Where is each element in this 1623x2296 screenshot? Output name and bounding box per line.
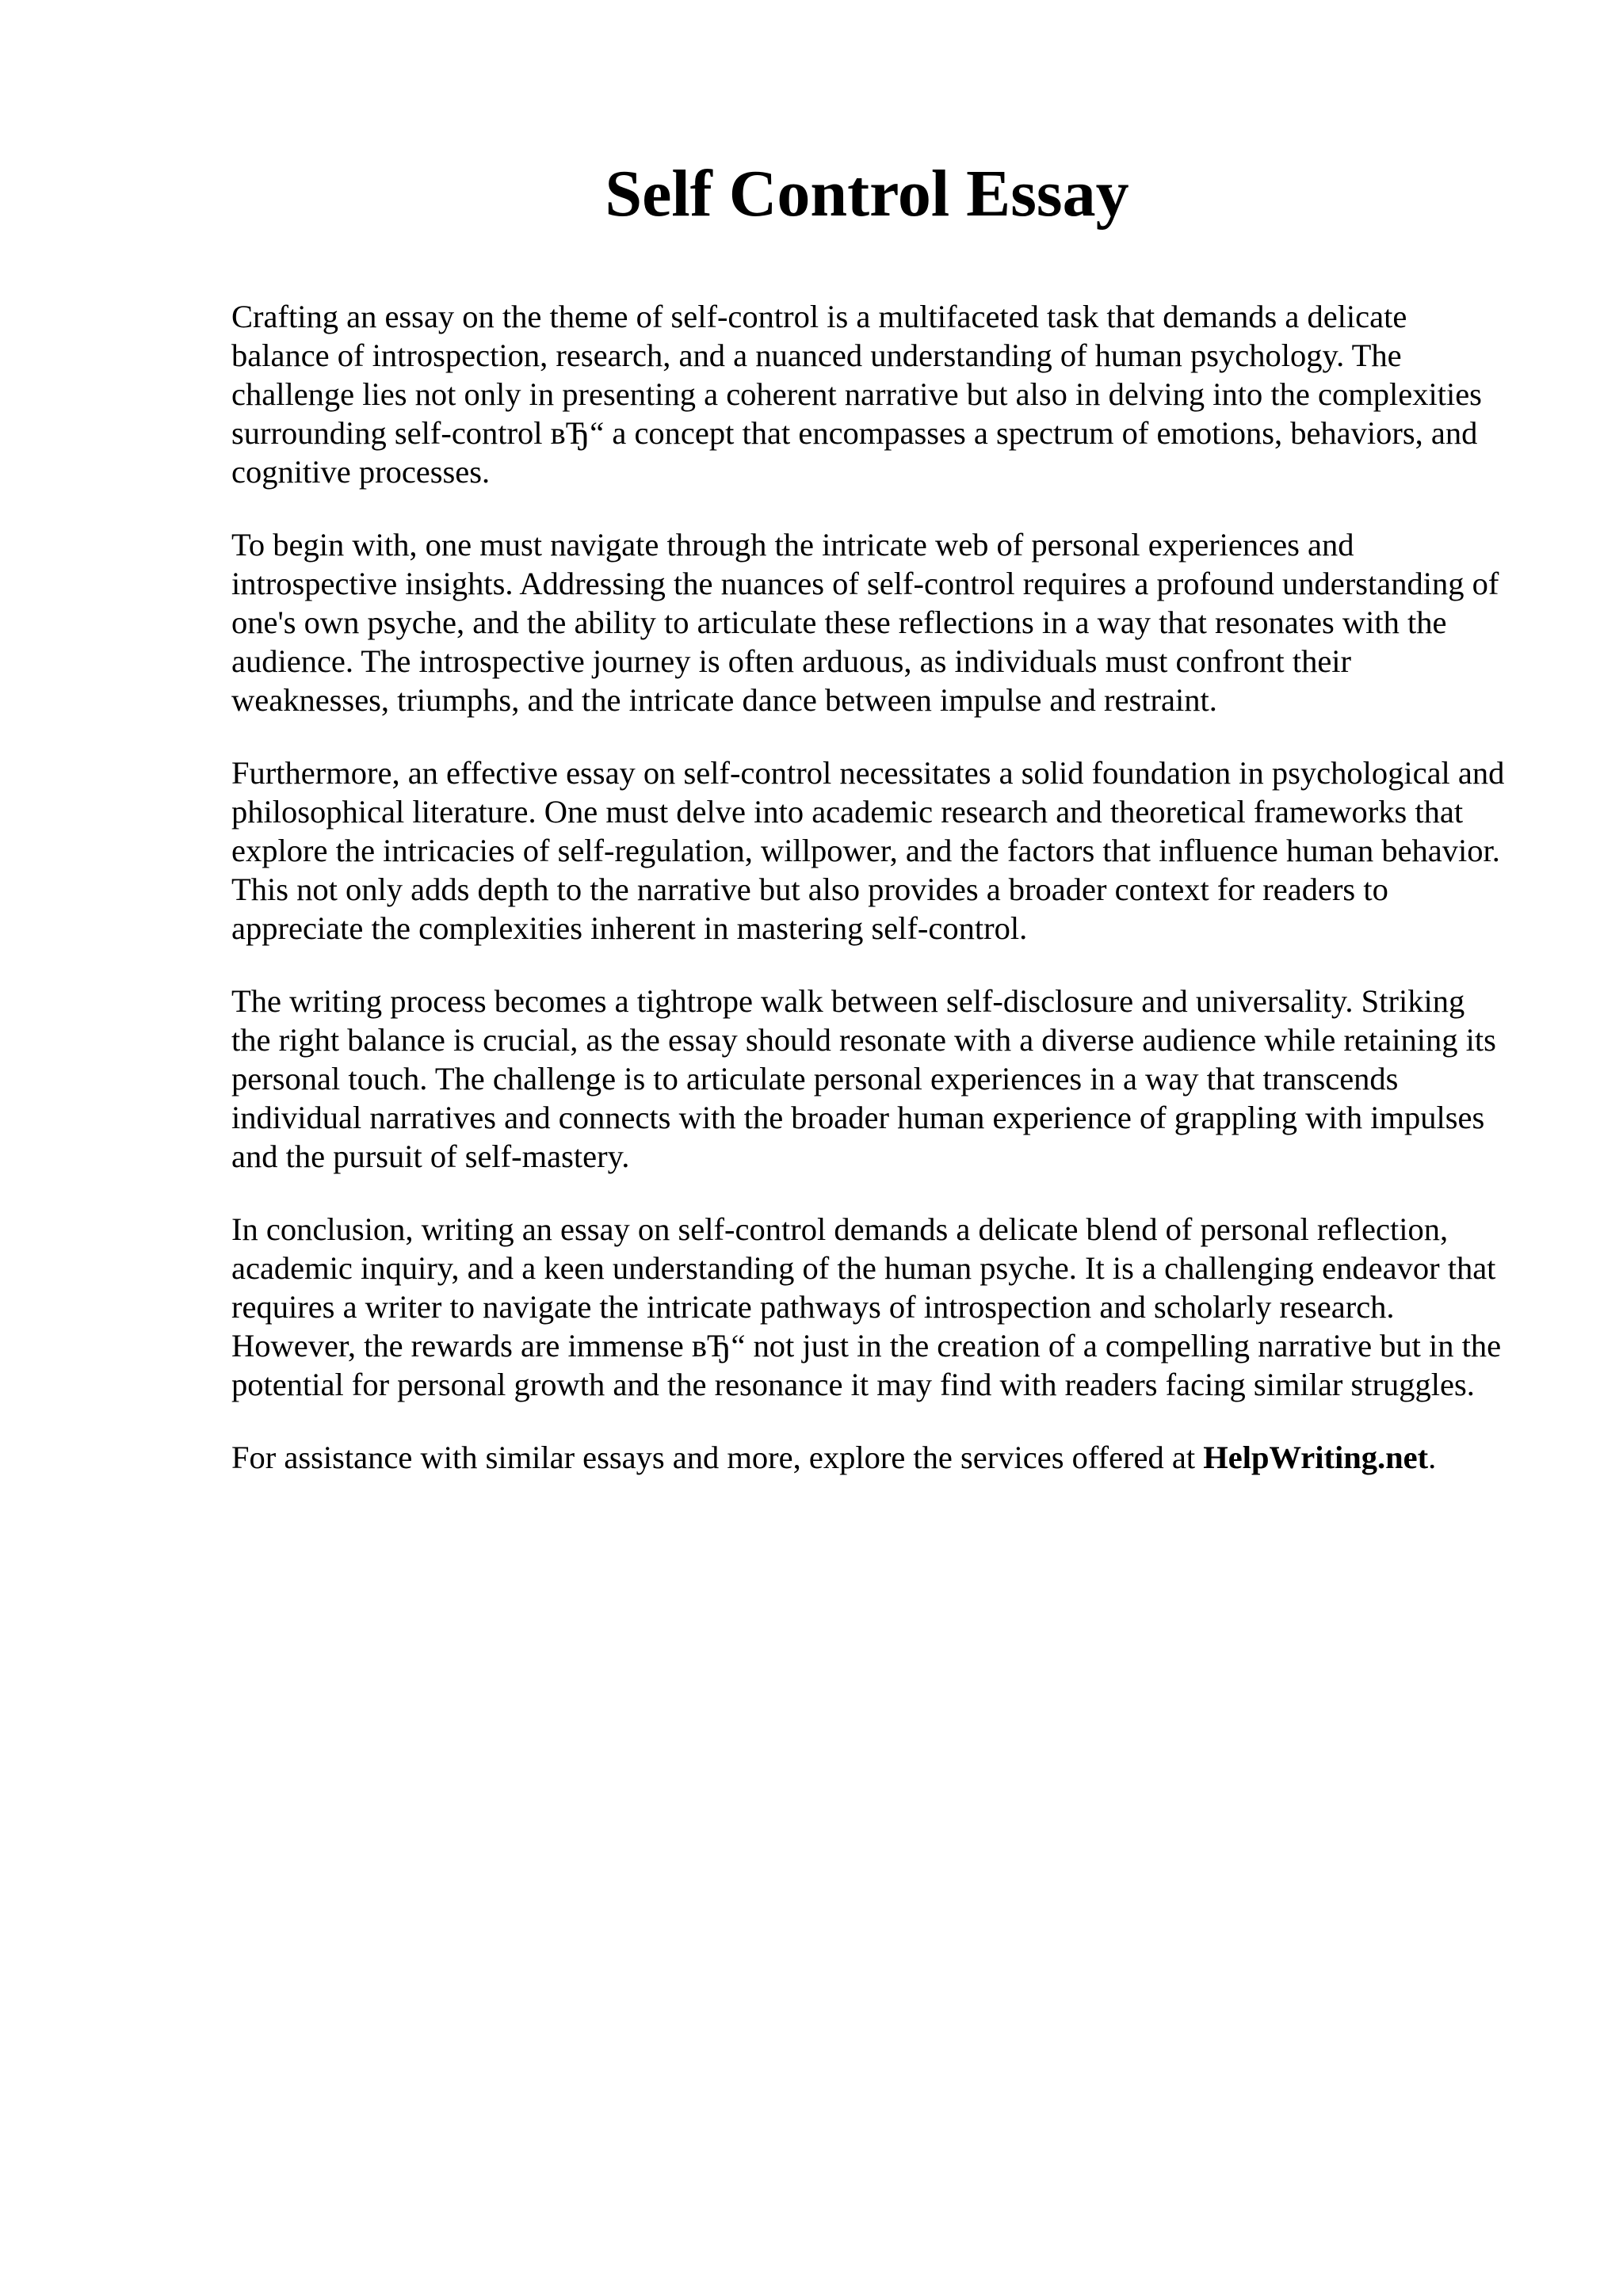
paragraph-1: Crafting an essay on the theme of self-control is a multifaceted task that demands a delicate balance of introspection, research, and a nuanced understanding of human psychology. The challenge lies not only in presenting a coherent narrative but also in delving into the complexities surrounding self-control вЂ“ a concept that encompasses a spectrum of emotions, behaviors, and cognitive processes. (231, 299, 1482, 490)
essay-body (231, 297, 1511, 1511)
paragraph-2: To begin with, one must navigate through the intricate web of personal experiences and introspective insights. Addressing the nuances of self-control requires a profound understanding of one's own psyche, and the ability to articulate these reflections in a way that resonates with the audience. The introspective journey is often arduous, as individuals must confront their weaknesses, triumphs, and the intricate dance between impulse and restraint. (231, 527, 1499, 718)
page-title: Self Control Essay (605, 157, 1129, 231)
brand-link[interactable]: HelpWriting.net (1203, 1440, 1429, 1475)
paragraph-3: Furthermore, an effective essay on self-control necessitates a solid foundation in psychological and philosophical literature. One must delve into academic research and theoretical frameworks that explore the intricacies of self-regulation, willpower, and the factors that influence human behavior. This not only adds depth to the narrative but also provides a broader context for readers to appreciate the complexities inherent in mastering self-control. (231, 755, 1505, 946)
closing-paragraph (231, 1438, 1511, 1477)
paragraph-5: In conclusion, writing an essay on self-control demands a delicate blend of personal reflection, academic inquiry, and a keen understanding of the human psyche. It is a challenging endeavor that requires a writer to navigate the intricate pathways of introspection and scholarly research. However, the rewards are immense вЂ“ not just in the creation of a compelling narrative but in the potential for personal growth and the resonance it may find with readers facing similar struggles. (231, 1211, 1502, 1402)
closing-text: For assistance with similar essays and more, explore the services offered at (231, 1440, 1204, 1475)
closing-period: . (1428, 1440, 1437, 1475)
paragraph-4: The writing process becomes a tightrope walk between self-disclosure and universality. Striking the right balance is crucial, as the essay should resonate with a diverse audience while retaining its personal touch. The challenge is to articulate personal experiences in a way that transcends individual narratives and connects with the broader human experience of grappling with impulses and the pursuit of self-mastery. (231, 983, 1496, 1174)
